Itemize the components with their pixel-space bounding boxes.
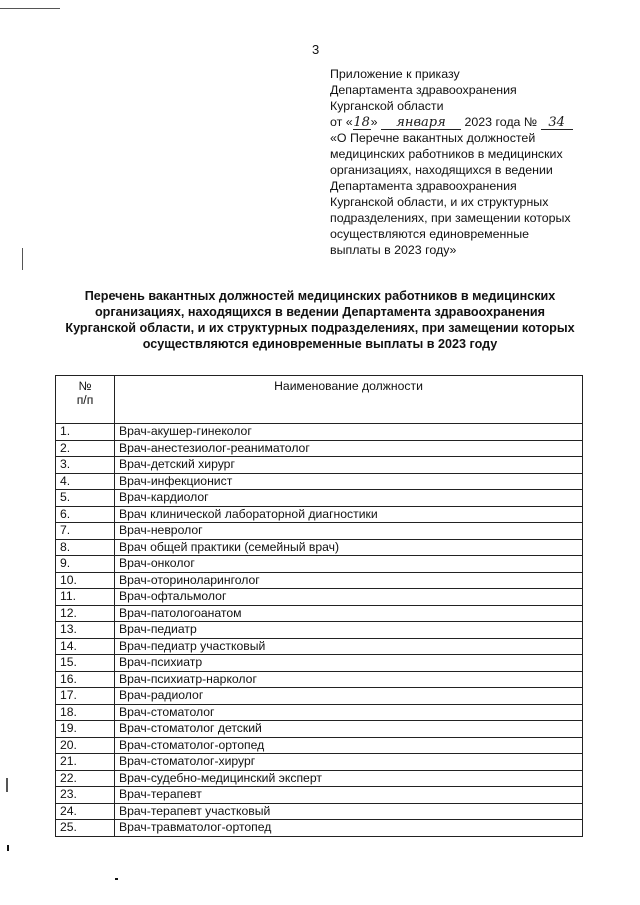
table-row xyxy=(56,655,583,672)
row-position-name: Врач-онколог xyxy=(115,556,583,573)
date-day: 18 xyxy=(353,115,370,130)
row-number: 5. xyxy=(56,490,115,507)
table-row xyxy=(56,605,583,622)
row-number: 22. xyxy=(56,770,115,787)
table-row xyxy=(56,704,583,721)
appendix-line: Департамента здравоохранения xyxy=(330,83,517,97)
row-position-name: Врач-психиатр xyxy=(115,655,583,672)
table-row xyxy=(56,770,583,787)
header-position-name: Наименование должности xyxy=(115,376,583,424)
title-line: осуществляются единовременные выплаты в 2023 году xyxy=(142,337,498,351)
appendix-date-line xyxy=(330,114,630,130)
appendix-line: Курганской области xyxy=(330,99,444,113)
row-number: 17. xyxy=(56,688,115,705)
date-suffix: 2023 года № xyxy=(464,115,538,129)
row-position-name: Врач клинической лабораторной диагностики xyxy=(115,506,583,523)
header-number-line: п/п xyxy=(76,393,94,407)
table-row xyxy=(56,440,583,457)
row-number: 15. xyxy=(56,655,115,672)
row-position-name: Врач-кардиолог xyxy=(115,490,583,507)
row-position-name: Врач-инфекционист xyxy=(115,473,583,490)
row-number: 16. xyxy=(56,671,115,688)
table-row xyxy=(56,638,583,655)
table-row xyxy=(56,473,583,490)
appendix-line: Приложение к приказу xyxy=(330,67,460,81)
table-row xyxy=(56,721,583,738)
order-number: 34 xyxy=(541,116,573,130)
row-position-name: Врач-стоматолог-хирург xyxy=(115,754,583,771)
table-row xyxy=(56,490,583,507)
row-number: 24. xyxy=(56,803,115,820)
row-position-name: Врач-стоматолог xyxy=(115,704,583,721)
scan-artifact xyxy=(6,778,8,792)
date-month: января xyxy=(381,116,461,130)
title-line: Курганской области, и их структурных подразделениях, при замещении которых xyxy=(65,321,575,335)
row-number: 13. xyxy=(56,622,115,639)
title-line: Перечень вакантных должностей медицинских работников в медицинских xyxy=(84,289,556,303)
date-prefix: от « xyxy=(330,115,353,129)
scan-artifact xyxy=(115,878,118,880)
document-title xyxy=(50,288,590,352)
table-row xyxy=(56,539,583,556)
row-position-name: Врач-стоматолог детский xyxy=(115,721,583,738)
table-row xyxy=(56,820,583,837)
table-row xyxy=(56,737,583,754)
header-number-line: № xyxy=(78,379,92,393)
row-number: 1. xyxy=(56,424,115,441)
row-number: 9. xyxy=(56,556,115,573)
table-body xyxy=(56,424,583,837)
table-header-row xyxy=(56,376,583,424)
row-position-name: Врач-психиатр-нарколог xyxy=(115,671,583,688)
row-position-name: Врач-педиатр участковый xyxy=(115,638,583,655)
row-position-name: Врач-акушер-гинеколог xyxy=(115,424,583,441)
appendix-subject-line: организациях, находящихся в ведении xyxy=(330,163,553,177)
row-position-name: Врач-травматолог-ортопед xyxy=(115,820,583,837)
table-row xyxy=(56,671,583,688)
row-number: 14. xyxy=(56,638,115,655)
row-number: 10. xyxy=(56,572,115,589)
row-number: 12. xyxy=(56,605,115,622)
row-number: 7. xyxy=(56,523,115,540)
row-position-name: Врач-педиатр xyxy=(115,622,583,639)
row-position-name: Врач общей практики (семейный врач) xyxy=(115,539,583,556)
row-number: 6. xyxy=(56,506,115,523)
row-position-name: Врач-оториноларинголог xyxy=(115,572,583,589)
title-line: организациях, находящихся в ведении Департамента здравоохранения xyxy=(94,305,546,319)
table-row xyxy=(56,754,583,771)
row-number: 25. xyxy=(56,820,115,837)
appendix-subject-line: выплаты в 2023 году» xyxy=(330,243,457,257)
row-position-name: Врач-анестезиолог-реаниматолог xyxy=(115,440,583,457)
row-position-name: Врач-патологоанатом xyxy=(115,605,583,622)
date-mid: » xyxy=(370,115,378,129)
row-number: 11. xyxy=(56,589,115,606)
header-number xyxy=(56,376,115,424)
appendix-subject-line: Курганской области, и их структурных xyxy=(330,195,549,209)
row-position-name: Врач-радиолог xyxy=(115,688,583,705)
row-position-name: Врач-детский хирург xyxy=(115,457,583,474)
appendix-subject-line: осуществляются единовременные xyxy=(330,227,529,241)
row-position-name: Врач-стоматолог-ортопед xyxy=(115,737,583,754)
row-number: 8. xyxy=(56,539,115,556)
row-number: 3. xyxy=(56,457,115,474)
row-number: 19. xyxy=(56,721,115,738)
row-number: 23. xyxy=(56,787,115,804)
row-position-name: Врач-терапевт участковый xyxy=(115,803,583,820)
table-row xyxy=(56,523,583,540)
scan-artifact xyxy=(22,248,23,270)
page-number: 3 xyxy=(312,42,320,57)
row-position-name: Врач-судебно-медицинский эксперт xyxy=(115,770,583,787)
row-number: 4. xyxy=(56,473,115,490)
row-number: 18. xyxy=(56,704,115,721)
table-row xyxy=(56,787,583,804)
table-row xyxy=(56,506,583,523)
appendix-subject-line: Департамента здравоохранения xyxy=(330,179,517,193)
row-position-name: Врач-терапевт xyxy=(115,787,583,804)
table-row xyxy=(56,803,583,820)
table-row xyxy=(56,589,583,606)
appendix-subject-line: подразделениях, при замещении которых xyxy=(330,211,571,225)
row-number: 21. xyxy=(56,754,115,771)
scan-artifact xyxy=(7,845,9,851)
table-row xyxy=(56,688,583,705)
row-number: 20. xyxy=(56,737,115,754)
scan-artifact xyxy=(0,8,60,9)
table-row xyxy=(56,622,583,639)
appendix-subject-line: «О Перечне вакантных должностей xyxy=(330,131,536,145)
row-position-name: Врач-офтальмолог xyxy=(115,589,583,606)
table-row xyxy=(56,424,583,441)
appendix-subject-line: медицинских работников в медицинских xyxy=(330,147,563,161)
table-row xyxy=(56,457,583,474)
appendix-block xyxy=(330,66,630,258)
positions-table xyxy=(55,375,583,837)
row-number: 2. xyxy=(56,440,115,457)
table-row xyxy=(56,572,583,589)
table-row xyxy=(56,556,583,573)
row-position-name: Врач-невролог xyxy=(115,523,583,540)
